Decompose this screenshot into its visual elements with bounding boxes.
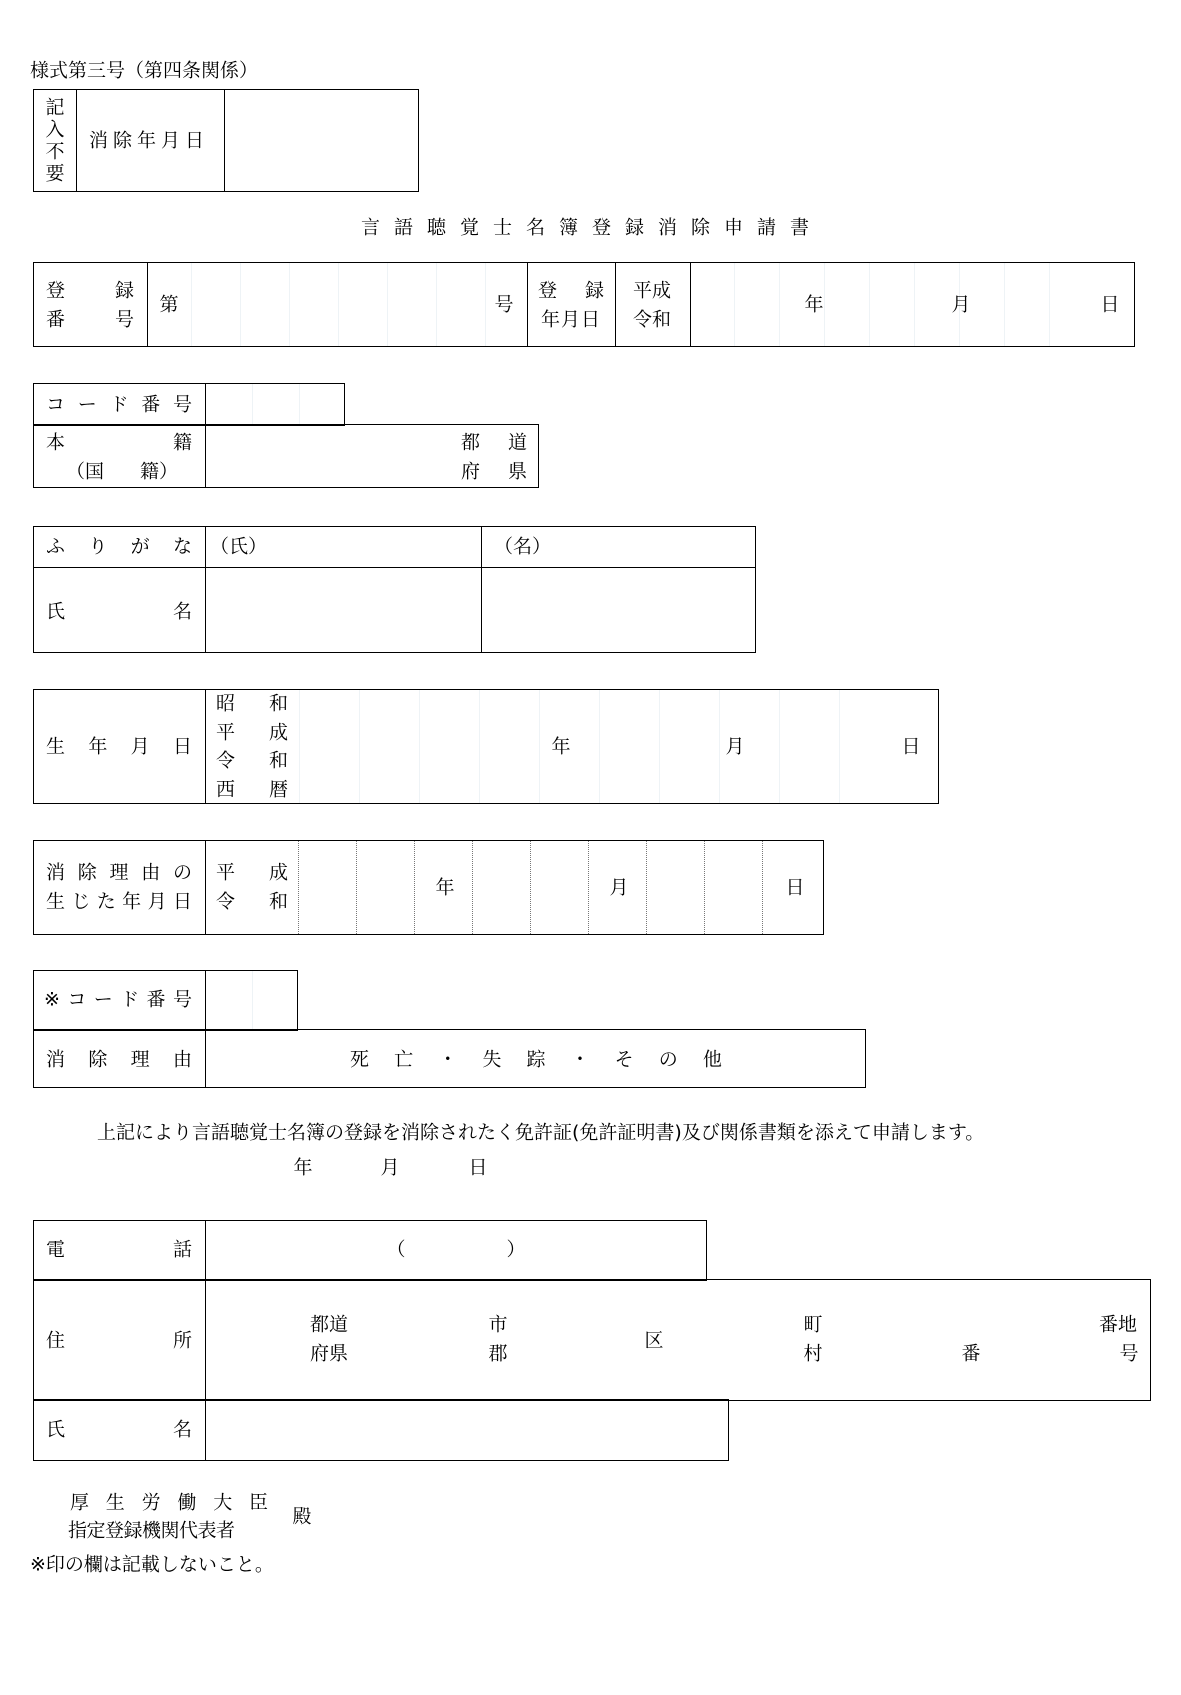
addressee-minister: 厚 生 労 働 大 臣 [70,1491,268,1514]
phone-paren: （ [386,1238,406,1261]
address-unit: 号 [1119,1342,1139,1365]
prefecture-unit: 都 道 [461,431,527,454]
address-unit: 村 [803,1342,823,1365]
surname-kana-field[interactable]: （氏） [210,535,268,558]
reg-date-label: 登 録 [538,279,604,302]
addressee-agency: 指定登録機関代表者 [68,1519,235,1542]
address-unit: 町 [803,1313,823,1336]
address-unit: 番地 [1098,1313,1138,1336]
honorific: 殿 [292,1505,312,1528]
form-number: 様式第三号（第四条関係） [30,59,259,82]
office-note: 不 [45,140,65,163]
month-unit: 月 [951,293,971,316]
reg-date-label: 年月日 [540,308,602,331]
reason-options[interactable]: 死 亡 ・ 失 踪 ・ そ の 他 [350,1048,722,1071]
month-unit: 月 [609,876,629,899]
address-unit: 区 [644,1329,664,1352]
year-unit: 年 [435,876,455,899]
month-unit: 月 [725,735,745,758]
day-unit: 日 [901,735,921,758]
nationality-label: （国 籍） [66,460,178,483]
year-unit: 年 [804,293,824,316]
phone-label: 電 話 [46,1238,192,1261]
address-table [33,1279,1151,1401]
reg-number-label: 番 号 [46,308,134,331]
code-number-label: コ ー ド 番 号 [46,393,192,416]
office-note: 記 [45,96,65,119]
apply-day-unit: 日 [468,1156,488,1179]
address-unit: 郡 [488,1342,508,1365]
era-heisei[interactable]: 平 成 [216,861,288,884]
address-unit: 都道 [309,1313,349,1336]
apply-month-unit: 月 [380,1156,400,1179]
address-unit: 府県 [309,1342,349,1365]
apply-year-unit: 年 [293,1156,313,1179]
era-reiwa[interactable]: 令 和 [216,890,288,913]
year-unit: 年 [551,735,571,758]
era-western[interactable]: 西 暦 [216,778,288,801]
era-heisei[interactable]: 平 成 [216,721,288,744]
reg-number-label: 登 録 [46,279,134,302]
reason-date-label: 消 除 理 由 の [46,861,192,884]
day-unit: 日 [785,876,805,899]
address-unit: 番 [961,1342,981,1365]
office-code-label: ※ コ ー ド 番 号 [44,988,192,1011]
phone-field[interactable] [206,1222,704,1279]
era-reiwa[interactable]: 令 和 [216,749,288,772]
address-label: 住 所 [46,1329,192,1352]
name-label: 氏 名 [46,600,192,623]
registration-number-field[interactable] [180,264,490,344]
era-reiwa[interactable]: 令和 [632,308,672,331]
phone-paren: ） [506,1238,526,1261]
reason-date-label: 生 じ た 年 月 日 [46,890,192,913]
birth-date-label: 生 年 月 日 [46,735,192,758]
deletion-date-label: 消除年月日 [89,129,210,152]
office-note: 入 [45,118,65,141]
surname-field[interactable] [206,568,478,651]
page-title: 言語聴覚士名簿登録消除申請書 [360,216,824,239]
applicant-name-label: 氏 名 [46,1418,192,1441]
deletion-date-field[interactable] [225,90,417,190]
era-heisei[interactable]: 平成 [632,279,672,302]
number-suffix: 号 [494,293,514,316]
given-kana-field[interactable]: （名） [494,535,552,558]
era-showa[interactable]: 昭 和 [216,692,288,715]
number-prefix: 第 [159,293,179,316]
day-unit: 日 [1100,293,1120,316]
domicile-field[interactable] [206,426,456,486]
furigana-label: ふ り が な [46,535,192,558]
address-unit: 市 [488,1313,508,1336]
applicant-name-field[interactable] [206,1401,726,1459]
domicile-label: 本 籍 [46,431,192,454]
prefecture-unit: 府 県 [461,460,527,483]
office-note: 要 [45,162,65,185]
reason-date-table [33,840,824,935]
reason-label: 消 除 理 由 [46,1048,192,1071]
given-name-field[interactable] [482,568,754,651]
statement: 上記により言語聴覚士名簿の登録を消除されたく免許証(免許証明書)及び関係書類を添えて申請します。 [97,1121,985,1144]
footnote: ※印の欄は記載しないこと。 [30,1553,274,1576]
